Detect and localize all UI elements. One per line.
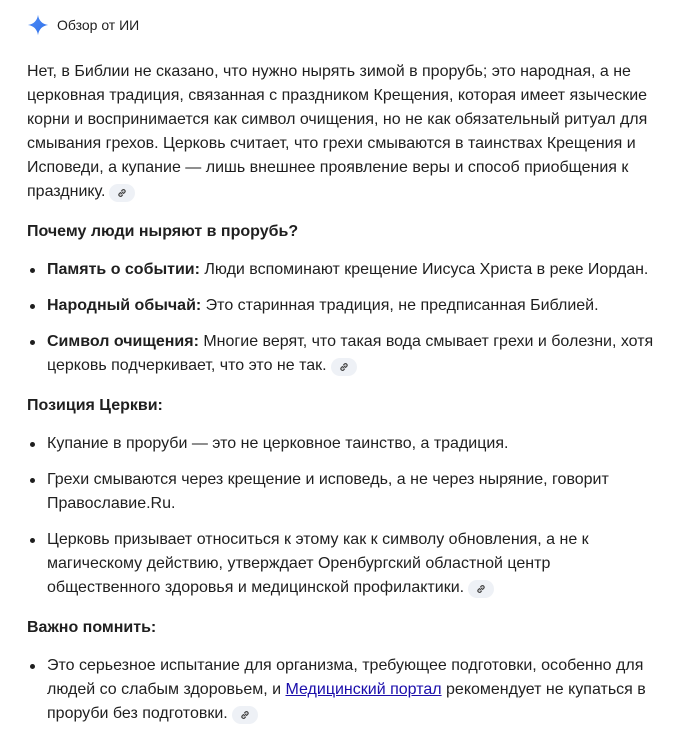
list-item-text: Грехи смываются через крещение и исповедь, а не через ныряние, говорит Православие.Ru. xyxy=(47,471,609,512)
list-item-term: Символ очищения: xyxy=(47,333,199,350)
section-title-church: Позиция Церкви: xyxy=(27,397,163,414)
source-link-button[interactable] xyxy=(331,358,357,376)
list-item xyxy=(27,294,660,318)
gemini-spark-icon xyxy=(27,14,49,36)
ai-overview-title: Обзор от ИИ xyxy=(57,17,140,33)
medical-portal-link[interactable]: Медицинский портал xyxy=(285,681,442,698)
link-icon xyxy=(338,361,350,373)
source-link-button[interactable] xyxy=(232,706,258,724)
list-item-term: Народный обычай: xyxy=(47,297,202,314)
list-item-text: Это старинная традиция, не предписанная Библией. xyxy=(201,297,599,314)
list-item-text: Многие верят, что такая вода смывает грехи и болезни, хотя церковь подчеркивает, что это не так. xyxy=(47,333,654,374)
intro-text: Нет, в Библии не сказано, что нужно нырять зимой в прорубь; это народная, а не церковная традиция, связанная с праздником Крещения, которая имеет языческие корни и воспринимается как символ очищения, но не как обязательный ритуал для смывания грехов. Церковь считает, что грехи смываются в таинствах Крещения и Исповеди, а купание — лишь внешнее проявление веры и способ приобщения к празднику. xyxy=(27,63,648,200)
list-item-text: Церковь призывает относиться к этому как к символу обновления, а не к магическому действию, утверждает Оренбургский областной центр общественного здоровья и медицинской профилактики. xyxy=(47,531,589,596)
list-item xyxy=(27,330,660,378)
source-link-button[interactable] xyxy=(468,580,494,598)
list-item xyxy=(27,528,660,600)
intro-paragraph xyxy=(27,60,660,204)
link-icon xyxy=(116,187,128,199)
list-item-text: Люди вспоминают крещение Иисуса Христа в реке Иордан. xyxy=(199,261,649,278)
link-icon xyxy=(239,709,251,721)
list-item-text-after: рекомендует не купаться в проруби без подготовки. xyxy=(47,681,646,722)
list-item xyxy=(27,258,660,282)
source-link-button[interactable] xyxy=(109,184,135,202)
list-why xyxy=(27,258,660,378)
list-remember xyxy=(27,654,660,726)
section-title-why: Почему люди ныряют в прорубь? xyxy=(27,223,299,240)
list-item xyxy=(27,468,660,516)
list-item xyxy=(27,654,660,726)
list-item xyxy=(27,432,660,456)
link-icon xyxy=(475,583,487,595)
list-item-text: Купание в проруби — это не церковное таинство, а традиция. xyxy=(47,435,509,452)
ai-overview-header xyxy=(27,12,660,38)
section-title-remember: Важно помнить: xyxy=(27,619,157,636)
list-item-term: Память о событии: xyxy=(47,261,200,278)
list-item-text-before: Это серьезное испытание для организма, требующее подготовки, особенно для людей со слабым здоровьем, и xyxy=(47,657,644,698)
list-church xyxy=(27,432,660,600)
